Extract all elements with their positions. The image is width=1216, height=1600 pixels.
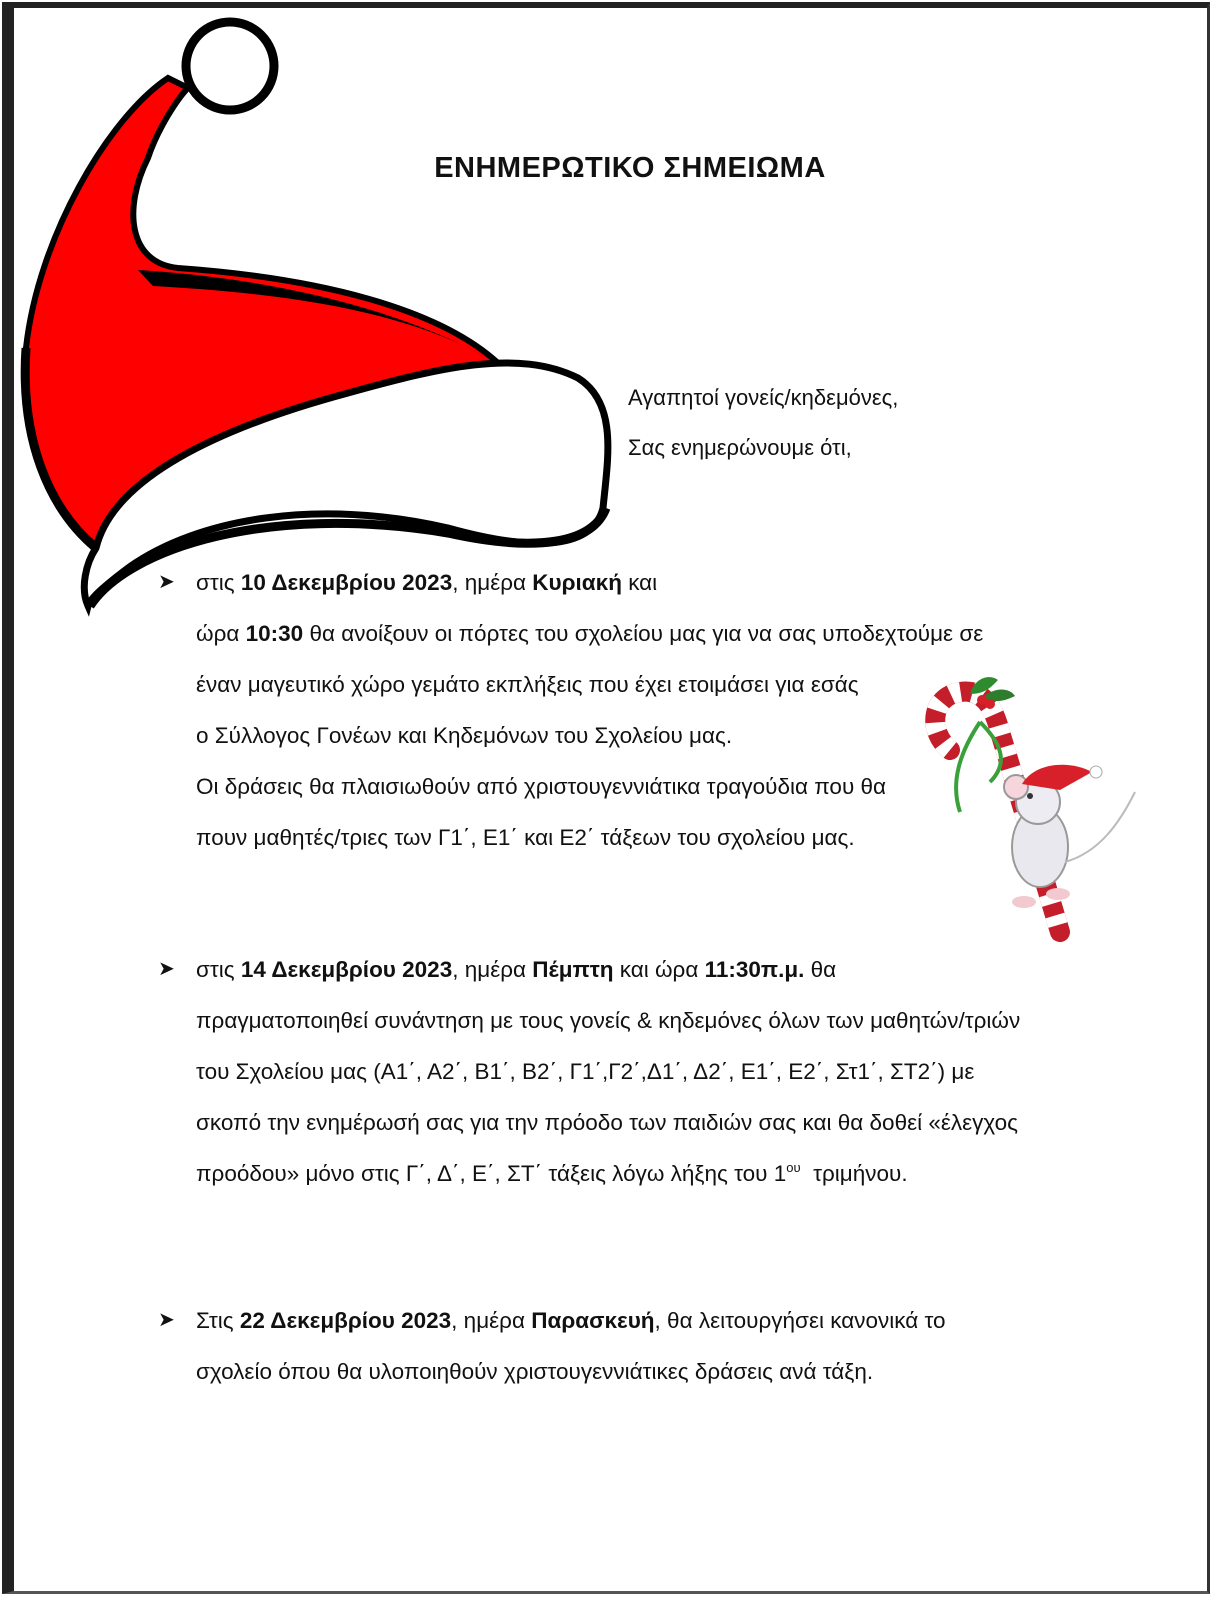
list-item-1 bbox=[158, 557, 936, 608]
greeting bbox=[628, 373, 898, 473]
list-item-2-line-4: σκοπό την ενημέρωσή σας για την πρόοδο των παιδιών σας και θα δοθεί «έλεγχος bbox=[196, 1110, 1018, 1135]
list-item-1-line-4: ο Σύλλογος Γονέων και Κηδεμόνων του Σχολείου μας. bbox=[196, 723, 733, 748]
list-item-2-line-2: πραγματοποιηθεί συνάντηση με τους γονείς & κηδεμόνες όλων των μαθητών/τριών bbox=[196, 1008, 1021, 1033]
candy-cane-mouse-icon bbox=[920, 672, 1140, 972]
arrowhead-bullet-icon: ➤ bbox=[158, 958, 175, 980]
list-item-2-line-1: στις 14 Δεκεμβρίου 2023, ημέρα Πέμπτη και ώρα 11:30π.μ. θα bbox=[196, 957, 837, 982]
arrowhead-bullet-icon: ➤ bbox=[158, 571, 175, 593]
list-item-2-line-3: του Σχολείου μας (Α1΄, Α2΄, Β1΄, Β2΄, Γ1΄,Γ2΄,Δ1΄, Δ2΄, Ε1΄, Ε2΄, Στ1΄, ΣΤ2΄) με bbox=[196, 1059, 975, 1084]
list-item-3-line-2: σχολείο όπου θα υλοποιηθούν χριστουγεννιάτικες δράσεις ανά τάξη. bbox=[196, 1359, 874, 1384]
list-item-1-line-6: πουν μαθητές/τριες των Γ1΄, Ε1΄ και Ε2΄ τάξεων του σχολείου μας. bbox=[196, 825, 855, 850]
greeting-intro: Σας ενημερώνουμε ότι, bbox=[628, 435, 852, 460]
list-item-2 bbox=[158, 944, 1134, 1199]
arrowhead-bullet-icon: ➤ bbox=[158, 1309, 175, 1331]
list-item-3-line-1: Στις 22 Δεκεμβρίου 2023, ημέρα Παρασκευή, θα λειτουργήσει κανονικά το bbox=[196, 1308, 946, 1333]
list-item-1-line-5: Οι δράσεις θα πλαισιωθούν από χριστουγεννιάτικα τραγούδια που θα bbox=[196, 774, 887, 799]
list-item-1-more bbox=[196, 659, 916, 863]
list-item-1-line-2: ώρα 10:30 θα ανοίξουν οι πόρτες του σχολείου μας για να σας υποδεχτούμε σε bbox=[196, 621, 984, 646]
list-item-3 bbox=[158, 1295, 1134, 1397]
list-item-1-line-3: έναν μαγευτικό χώρο γεμάτο εκπλήξεις που έχει ετοιμάσει για εσάς bbox=[196, 672, 859, 697]
list-item-1-line-1: στις 10 Δεκεμβρίου 2023, ημέρα Κυριακή και bbox=[196, 570, 658, 595]
santa-hat-icon bbox=[18, 8, 618, 618]
greeting-salutation: Αγαπητοί γονείς/κηδεμόνες, bbox=[628, 385, 899, 410]
list-item-2-line-5: προόδου» μόνο στις Γ΄, Δ΄, Ε΄, ΣΤ΄ τάξεις λόγω λήξης του $1^{o\upsilon}$ τριμήνου. bbox=[196, 1160, 908, 1186]
page-title: ΕΝΗΜΕΡΩΤΙΚΟ ΣΗΜΕΙΩΜΑ bbox=[434, 152, 826, 184]
list-item-1-body bbox=[196, 608, 1134, 659]
